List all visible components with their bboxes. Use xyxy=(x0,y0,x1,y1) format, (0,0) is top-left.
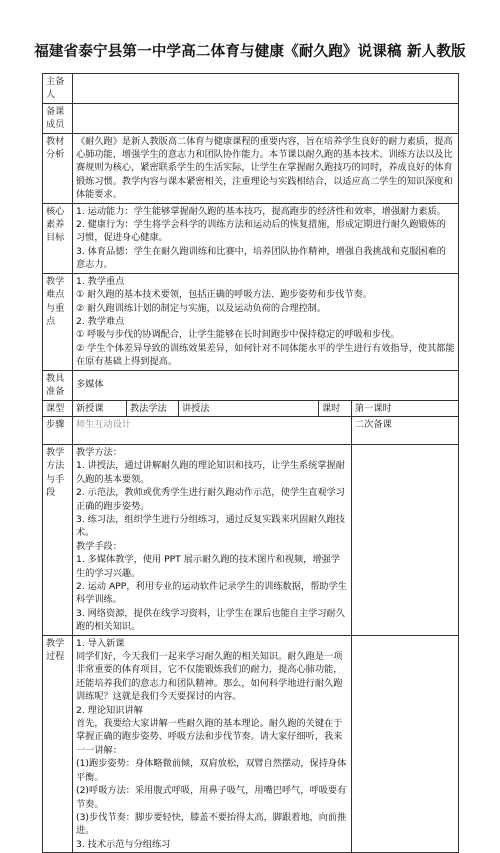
second-prep-label: 二次备课 xyxy=(352,416,459,444)
members-value xyxy=(73,103,459,133)
page-title: 福建省泰宁县第一中学高二体育与健康《耐久跑》说课稿 新人教版 xyxy=(34,44,466,60)
process-item: (3)步伐节奏：脚步要轻快，膝盖不要抬得太高，脚跟着地，向前推进。 xyxy=(76,811,347,837)
process-item: 首先，我要给大家讲解一些耐久跑的基本理论。耐久跑的关键在于掌握正确的跑步姿势、呼吸方法和步伐节奏。请大家仔细听，我来一一讲解： xyxy=(76,718,343,756)
process-item: 3. 技术示范与分组练习 xyxy=(76,838,171,850)
methods-item: 3. 网络资源，提供在线学习资料，让学生在课后也能自主学习耐久跑的相关知识。 xyxy=(76,607,345,633)
process-item: 2. 理论知识讲解 xyxy=(76,704,143,716)
lesson-plan-table xyxy=(42,73,459,853)
keypoints-item: ① 耐久跑的基本技术要领，包括正确的呼吸方法、跑步姿势和步伐节奏。 xyxy=(76,289,372,301)
method-value: 讲授法 xyxy=(179,400,319,416)
keypoints-label: 教学难点与重点 xyxy=(43,273,73,370)
keypoints-content xyxy=(73,273,459,370)
preparer-value xyxy=(73,74,459,104)
row-keypoints xyxy=(43,273,459,370)
methods-item: 1. 多媒体教学，使用 PPT 展示耐久跑的技术图片和视频，增强学生的学习兴趣。 xyxy=(76,554,340,579)
preparer-label: 主备人 xyxy=(43,74,73,104)
row-members xyxy=(43,103,459,133)
literacy-item: 3. 体育品德：学生在耐久跑训练和比赛中，培养团队协作精神，增强自我挑战和克服困难的意志力。 xyxy=(76,245,446,271)
keypoints-item: ① 呼吸与步伐的协调配合，让学生能够在长时间跑步中保持稳定的呼吸和步伐。 xyxy=(76,329,400,341)
literacy-item: 2. 健康行为：学生将学会科学的训练方法和运动后的恢复措施，形成定期进行耐久跑锻炼的习惯，促进身心健康。 xyxy=(76,219,446,244)
row-methods xyxy=(43,444,459,635)
process-item: (2)呼吸方法：采用腹式呼吸，用鼻子吸气，用嘴巴呼气，呼吸要有节奏。 xyxy=(76,785,347,810)
process-second-prep xyxy=(352,635,459,853)
hours-value: 第一课时 xyxy=(352,400,459,416)
row-tools xyxy=(43,370,459,400)
literacy-content xyxy=(73,203,459,273)
methods-item: 2. 示范法，教师或优秀学生进行耐久跑动作示范，使学生直观学习正确的跑步姿势。 xyxy=(76,487,345,512)
row-literacy xyxy=(43,203,459,273)
process-content xyxy=(73,635,352,853)
tools-label: 教具准备 xyxy=(43,370,73,400)
members-label: 备课成员 xyxy=(43,103,73,133)
textbook-label: 教材分析 xyxy=(43,133,73,203)
tools-value: 多媒体 xyxy=(73,370,459,400)
methods-item: 教学方法： xyxy=(76,446,122,458)
steps-value: 师生互动设计 xyxy=(73,416,352,444)
methods-item: 教学手段： xyxy=(76,540,122,552)
process-item: 同学们好，今天我们一起来学习耐久跑的相关知识。耐久跑是一项非常重要的体育项目，它不仅能锻炼我们的耐力，提高心肺功能，还能培养我们的意志力和团队精神。那么，如何科学地进行耐久跑训练呢？这就是我们今天要探讨的内容。 xyxy=(76,651,343,703)
methods-item: 3. 练习法，组织学生进行分组练习，通过反复实践来巩固耐久跑技术。 xyxy=(76,513,345,539)
keypoints-item: ② 耐久跑训练计划的制定与实施，以及运动负荷的合理控制。 xyxy=(76,302,327,314)
row-textbook xyxy=(43,133,459,203)
methods-item: 1. 讲授法，通过讲解耐久跑的理论知识和技巧，让学生系统掌握耐久跑的基本要领。 xyxy=(76,460,345,485)
literacy-label: 核心素养目标 xyxy=(43,203,73,273)
methods-label: 教学方法与手段 xyxy=(43,444,73,635)
keypoints-item: 2. 教学难点 xyxy=(76,315,125,327)
keypoints-item: 1. 教学重点 xyxy=(76,275,125,287)
type-value: 新授课 xyxy=(73,400,127,416)
process-item: (1)跑步姿势：身体略微前倾，双肩放松，双臂自然摆动，保持身体平衡。 xyxy=(76,758,347,783)
row-preparer xyxy=(43,74,459,104)
steps-label: 步骤 xyxy=(43,416,73,444)
textbook-text: 《耐久跑》是新人教版高二体育与健康课程的重要内容，旨在培养学生良好的耐力素质，提高心肺功能，增强学生的意志力和团队协作能力。本节课以耐久跑的基本技术、训练方法以及比赛规则为核心，紧密联系学生的生活实际，让学生在掌握耐久跑技巧的同时，养成良好的体育锻炼习惯。教学内容与课本紧密相关，注重理论与实践相结合，以适应高二学生的知识深度和体能要求。 xyxy=(73,133,459,203)
hours-label: 课时 xyxy=(319,400,352,416)
type-label: 课型 xyxy=(43,400,73,416)
keypoints-item: ② 学生个体差异导致的训练效果差异，如何针对不同体能水平的学生进行有效指导，使其都能在原有基础上得到提高。 xyxy=(76,342,455,368)
process-label: 教学过程 xyxy=(43,635,73,853)
row-process xyxy=(43,635,459,853)
row-meta xyxy=(43,400,459,416)
process-item: 1. 导入新课 xyxy=(76,637,125,649)
methods-second-prep xyxy=(352,444,459,635)
methods-content xyxy=(73,444,352,635)
row-steps xyxy=(43,416,459,444)
literacy-item: 1. 运动能力：学生能够掌握耐久跑的基本技巧，提高跑步的经济性和效率，增强耐力素质。 xyxy=(76,205,446,217)
methods-item: 2. 运动 APP，利用专业的运动软件记录学生的训练数据，帮助学生科学训练。 xyxy=(76,581,347,606)
method-label: 教法学法 xyxy=(127,400,179,416)
